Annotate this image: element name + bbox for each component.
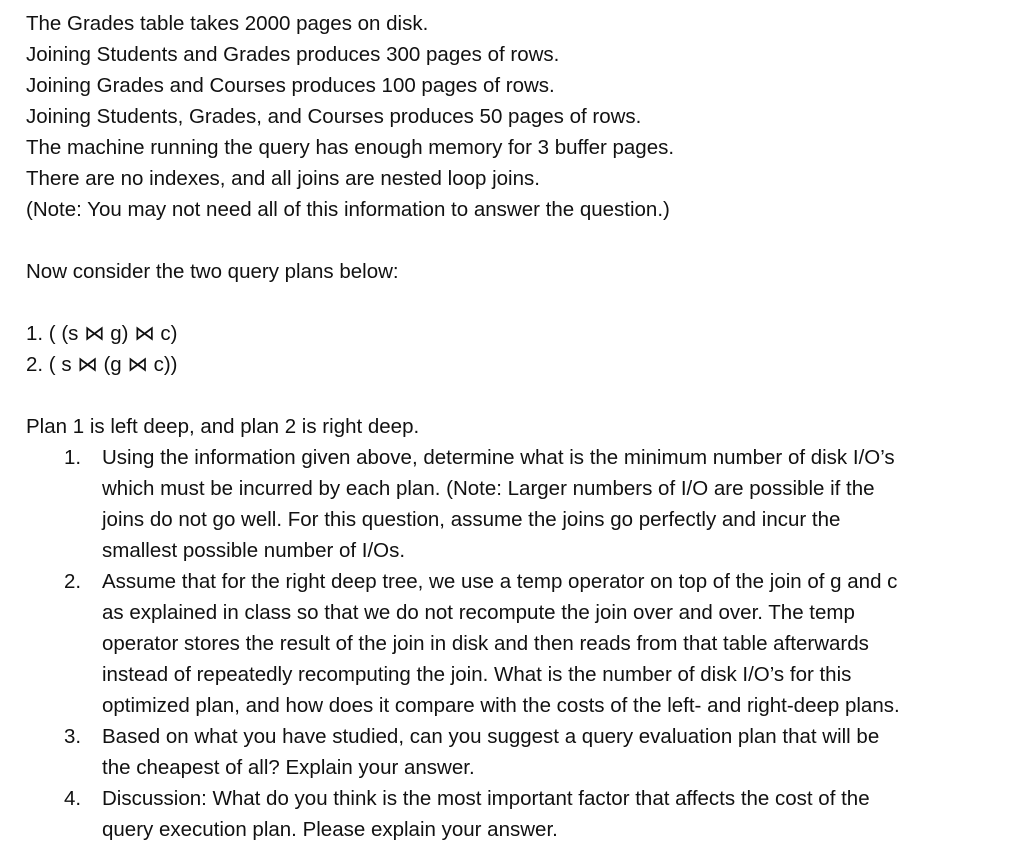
question-line: which must be incurred by each plan. (Note: Larger numbers of I/O are possible if the [102, 477, 875, 500]
question-line: Assume that for the right deep tree, we use a temp operator on top of the join of g and c [102, 570, 898, 593]
intro-section [26, 8, 1024, 225]
question-line: Discussion: What do you think is the most important factor that affects the cost of the [102, 787, 870, 810]
spacer [26, 225, 1024, 256]
question-number: 3. [64, 725, 82, 748]
question-line: Based on what you have studied, can you suggest a query evaluation plan that will be [102, 725, 880, 748]
question-line: query execution plan. Please explain your answer. [102, 818, 558, 841]
question-line: instead of repeatedly recomputing the join. What is the number of disk I/O’s for this [102, 663, 852, 686]
plan-1: 1. ( (s ⋈ g) ⋈ c) [26, 322, 178, 345]
question-4 [26, 783, 1024, 845]
question-line: smallest possible number of I/Os. [102, 539, 406, 562]
intro-line: Joining Students, Grades, and Courses produces 50 pages of rows. [26, 105, 642, 128]
question-line: Using the information given above, determine what is the minimum number of disk I/O’s [102, 446, 895, 469]
question-number: 1. [64, 446, 82, 469]
plans-list [26, 318, 1024, 380]
spacer [26, 287, 1024, 318]
intro-line: The machine running the query has enough memory for 3 buffer pages. [26, 136, 675, 159]
intro-line: Joining Students and Grades produces 300 pages of rows. [26, 43, 560, 66]
intro-note: (Note: You may not need all of this information to answer the question.) [26, 198, 670, 221]
intro-line: The Grades table takes 2000 pages on disk. [26, 12, 429, 35]
plan-2: 2. ( s ⋈ (g ⋈ c)) [26, 353, 178, 376]
spacer [26, 380, 1024, 411]
plan-summary: Plan 1 is left deep, and plan 2 is right deep. [26, 415, 420, 438]
question-line: the cheapest of all? Explain your answer. [102, 756, 475, 779]
question-number: 4. [64, 787, 82, 810]
question-number: 2. [64, 570, 82, 593]
question-2 [26, 566, 1024, 721]
intro-line: Joining Grades and Courses produces 100 pages of rows. [26, 74, 555, 97]
question-1 [26, 442, 1024, 566]
question-line: optimized plan, and how does it compare with the costs of the left- and right-deep plans. [102, 694, 900, 717]
question-line: as explained in class so that we do not recompute the join over and over. The temp [102, 601, 855, 624]
question-3 [26, 721, 1024, 783]
consider-line: Now consider the two query plans below: [26, 260, 399, 283]
question-line: joins do not go well. For this question, assume the joins go perfectly and incur the [102, 508, 841, 531]
intro-line: There are no indexes, and all joins are nested loop joins. [26, 167, 540, 190]
question-line: operator stores the result of the join in disk and then reads from that table afterwards [102, 632, 869, 655]
questions-list [26, 442, 1024, 845]
